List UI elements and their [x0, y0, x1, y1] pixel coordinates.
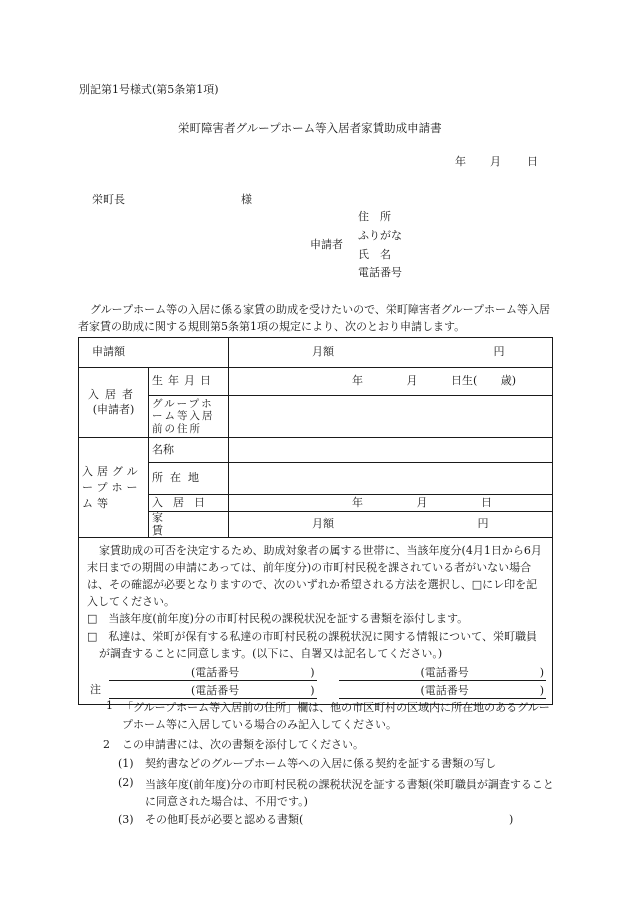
- consent-cell: [79, 538, 553, 705]
- amount-label: 申請額: [92, 345, 125, 359]
- date-month: 月: [490, 155, 501, 168]
- signature-line-2[interactable]: [339, 666, 547, 681]
- prev-address-row: [79, 396, 553, 438]
- phone-close: ): [310, 665, 315, 679]
- application-table: [78, 337, 553, 705]
- applicant-phone-label: 電話番号: [358, 266, 402, 279]
- notes-heading: 注: [90, 683, 101, 696]
- addressee-honorific: 様: [241, 193, 252, 206]
- rent-yen: 円: [477, 517, 489, 531]
- prev-address-label: グループホーム等入居前の住所: [149, 396, 229, 438]
- movein-year: 年: [352, 495, 363, 509]
- date-year: 年: [455, 155, 466, 168]
- gh-location-label: 所在地: [149, 463, 229, 495]
- resident-label: 入居者: [88, 387, 139, 401]
- option-attach-document[interactable]: □ 当該年度(前年度)分の市町村民税の課税状況を証する書類を添付します。: [87, 612, 469, 626]
- amount-label-cell: [79, 338, 229, 368]
- birthdate-row: [79, 368, 553, 396]
- gh-location-value-cell[interactable]: [229, 463, 553, 495]
- applicant-label: 申請者: [310, 238, 343, 251]
- note-text: 「グループホーム等入居前の住所」欄は、他の市区町村の区域内に所在地のあるグループホーム等に入居している場合のみ記入してください。: [122, 701, 550, 732]
- birthdate-value-cell[interactable]: [229, 368, 553, 396]
- subnote-text: 契約書などのグループホーム等への入居に係る契約を証する書類の写し: [145, 757, 497, 770]
- note-num: 1: [106, 699, 113, 712]
- phone-label: (電話番号: [420, 683, 469, 697]
- phone-label: (電話番号: [191, 683, 240, 697]
- subnote-num: (3): [118, 813, 134, 826]
- option-consent-survey[interactable]: □ 私達は、栄町が保有する私達の市町村民税の課税状況に関する情報について、栄町職員が調査することに同意します。(以下に、自署又は記名してください。): [87, 629, 537, 660]
- birth-year: 年: [352, 374, 363, 388]
- subnote-num: (1): [118, 757, 134, 770]
- movein-value-cell[interactable]: [229, 495, 553, 512]
- gh-name-label: 名称: [152, 442, 174, 456]
- movein-row: [79, 495, 553, 512]
- birth-age: 歳): [500, 374, 517, 388]
- phone-label: (電話番号: [420, 665, 469, 679]
- gh-name-row: [79, 438, 553, 463]
- consent-row: [79, 538, 553, 705]
- signature-line-4[interactable]: [339, 684, 547, 699]
- signature-line-3[interactable]: [109, 684, 317, 699]
- rent-monthly: 月額: [312, 517, 334, 531]
- resident-label-cell: [79, 368, 149, 438]
- gh-location-row: [79, 463, 553, 495]
- gh-name-value-cell[interactable]: [229, 438, 553, 463]
- resident-sub-label: (申請者): [92, 402, 135, 416]
- subnote-text: 当該年度(前年度)分の市町村民税の課税状況を証する書類(栄町職員が調査することに同意された場合は、不用です。): [145, 778, 554, 809]
- phone-close: ): [539, 683, 544, 697]
- form-title: 栄町障害者グループホーム等入居者家賃助成申請書: [178, 121, 442, 135]
- signature-line-1[interactable]: [109, 666, 317, 681]
- birth-day: 日生(: [451, 374, 478, 388]
- form-number: 別記第1号様式(第5条第1項): [79, 83, 219, 96]
- movein-month: 月: [416, 495, 428, 509]
- consent-text: 家賃助成の可否を決定するため、助成対象者の属する世帯に、当該年度分(4月1日から6月末日までの期間の申請にあっては、前年度分)の市町村民税を課されている者がいない場合は、その確認が必要となりますので、次のいずれか希望される方法を選択し、□にレ印を記入してください。: [87, 544, 542, 609]
- rent-row: [79, 512, 553, 538]
- date-day: 日: [527, 155, 538, 168]
- amount-monthly: 月額: [312, 345, 334, 359]
- signature-lines: [109, 666, 546, 700]
- note-text: この申請書には、次の書類を添付してください。: [122, 738, 364, 751]
- subnote-num: (2): [118, 776, 134, 789]
- amount-yen: 円: [493, 345, 505, 359]
- note-num: 2: [103, 738, 110, 751]
- gh-name-label-cell: [149, 438, 229, 463]
- gh-label: 入居グループホーム等: [79, 438, 149, 538]
- birth-month: 月: [406, 374, 418, 388]
- prev-address-value-cell[interactable]: [229, 396, 553, 438]
- subnote-text: その他町長が必要と認める書類(: [145, 813, 304, 826]
- phone-close: ): [310, 683, 315, 697]
- applicant-name-label: 氏 名: [358, 248, 391, 261]
- addressee-name: 栄町長: [92, 193, 125, 206]
- movein-label: 入居日: [149, 495, 229, 512]
- phone-close: ): [539, 665, 544, 679]
- birthdate-label: 生年月日: [149, 368, 229, 396]
- rent-value-cell[interactable]: [229, 512, 553, 538]
- movein-day: 日: [481, 495, 492, 509]
- rent-label: 家賃: [149, 512, 229, 538]
- phone-label: (電話番号: [191, 665, 240, 679]
- applicant-address-label: 住 所: [358, 210, 391, 223]
- applicant-furigana-label: ふりがな: [358, 229, 402, 242]
- amount-row: [79, 338, 553, 368]
- amount-value-cell[interactable]: [229, 338, 553, 368]
- subnote-close: ): [509, 813, 514, 826]
- intro-paragraph: グループホーム等の入居に係る家賃の助成を受けたいので、栄町障害者グループホーム等入居者家賃の助成に関する規則第5条第1項の規定により、次のとおり申請します。: [78, 303, 551, 334]
